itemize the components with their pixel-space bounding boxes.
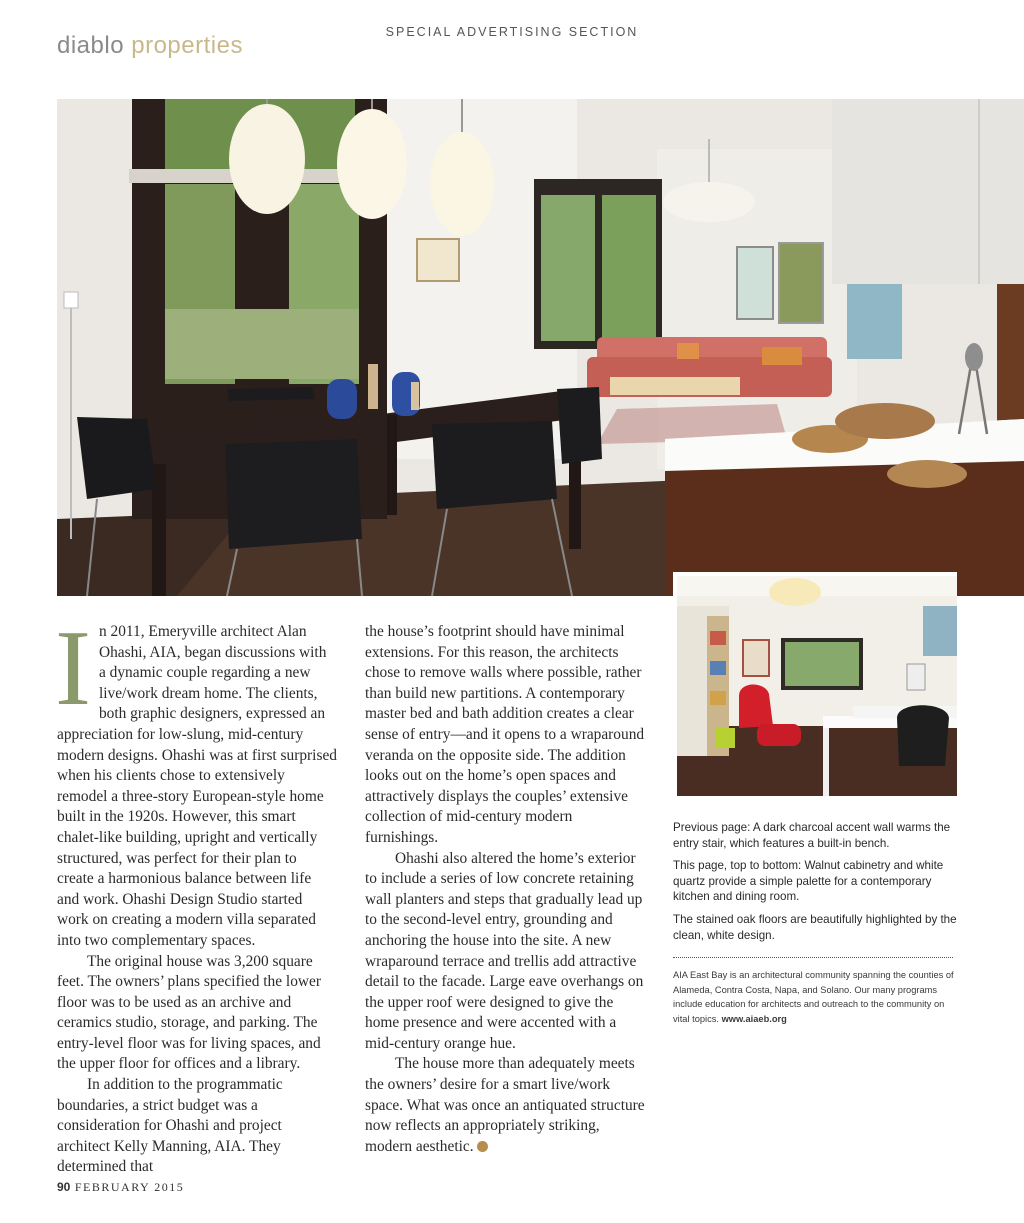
caption-floors: The stained oak floors are beautifully highlighted by the clean, white design. <box>673 912 957 942</box>
credit-website-link[interactable]: www.aiaeb.org <box>721 1013 787 1024</box>
aia-credit <box>673 968 958 1026</box>
caption-this-page: This page, top to bottom: Walnut cabinetry and white quartz provide a simple palette for a contemporary kitchen and dining room. <box>673 859 944 904</box>
end-of-article-icon <box>477 1141 488 1152</box>
caption-previous-page: Previous page: A dark charcoal accent wall warms the entry stair, which features a built-in bench. <box>673 821 951 850</box>
page-folio <box>57 1180 184 1195</box>
issue-date: FEBRUARY 2015 <box>70 1180 185 1194</box>
article-column-1 <box>55 609 337 1178</box>
section-header: SPECIAL ADVERTISING SECTION <box>385 25 639 39</box>
paragraph-text: The house more than adequately meets the owners’ desire for a smart live/work space. What was once an antiquated structure now reflects an appropriately striking, modern aesthetic. <box>365 1055 645 1155</box>
credit-text: AIA East Bay is an architectural community spanning the counties of Alameda, Contra Costa, Napa, and Solano. Our many programs include education for architects and outreach to the community on vital topics. <box>673 970 954 1024</box>
drop-cap: I <box>55 609 91 728</box>
brand-part-1: diablo <box>57 32 125 59</box>
paragraph-text: n 2011, Emeryville architect Alan Ohashi, AIA, began discussions with a dynamic couple regarding a new live/work dream home. The clients, both graphic designers, expressed an appreciation for low-slung, mid-century modern designs. Ohashi was at first surprised when his clients chose to extensively remodel a three-story European-style home built in the 1920s. However, this smart chalet-like building, upright and vertically structured, was perfect for their plan to create a harmonious balance between life and work. Ohashi Design Studio started work on creating a modern villa separated into two complementary spaces. <box>57 623 337 949</box>
page-number: 90 <box>57 1180 71 1194</box>
photo-captions <box>673 820 958 1026</box>
inset-photo-office <box>673 572 957 796</box>
article-column-2 <box>365 622 645 1157</box>
article-paragraph <box>55 609 337 952</box>
article-paragraph: The original house was 3,200 square feet. The owners’ plans specified the lower floor was to be used as an archive and ceramics studio, storage, and parking. The entry-level floor was for living spaces, and the upper floor for offices and a library. <box>57 952 321 1073</box>
article-paragraph: In addition to the programmatic boundaries, a strict budget was a consideration for Ohashi and project architect Kelly Manning, AIA. They determined that <box>57 1076 283 1176</box>
article-paragraph: the house’s footprint should have minimal extensions. For this reason, the architects chose to remove walls where possible, rather than build new partitions. A contemporary master bed and bath addition creates a clear sense of entry—and it opens to a wraparound veranda on the opposite side. The addition looks out on the home’s open spaces and attractively displays the couples’ extensive collection of mid-century modern furnishings. <box>365 623 645 846</box>
hero-photo-dining-room <box>57 99 1024 596</box>
brand-part-2: properties <box>124 32 243 59</box>
dotted-divider <box>673 957 953 958</box>
article-paragraph: Ohashi also altered the home’s exterior to include a series of low concrete retaining wall planters and steps that gradually lead up to the second-level entry, grounding and anchoring the house into the site. A new wraparound terrace and trellis add attractive detail to the facade. Large eave overhangs on the upper roof were designed to give the home presence and were accented with a mid-century orange hue. <box>365 849 644 1052</box>
article-paragraph <box>365 1054 645 1157</box>
